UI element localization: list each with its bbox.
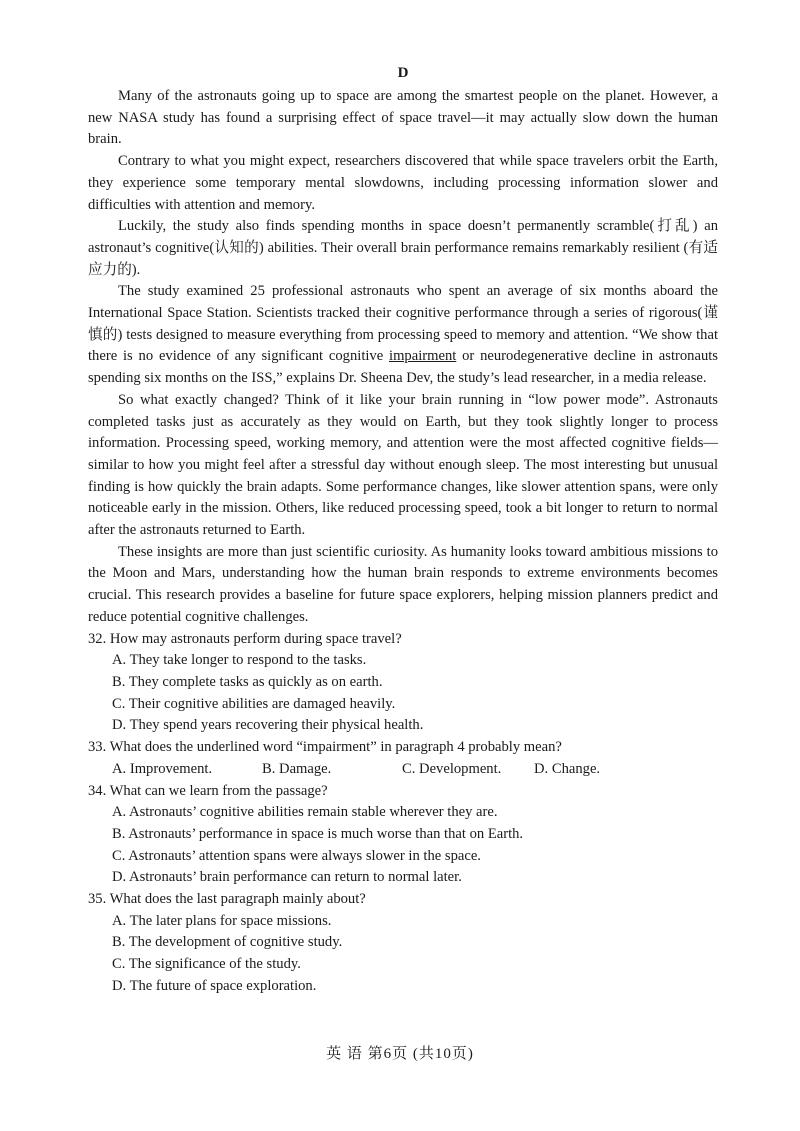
question-stem: 35. What does the last paragraph mainly about? [88, 891, 366, 908]
question-stem: 34. What can we learn from the passage? [88, 782, 328, 799]
option-d: D. The future of space exploration. [112, 977, 317, 994]
passage-paragraph-6: These insights are more than just scientific curiosity. As humanity looks toward ambitious missions to the Moon and Mars, understanding how the human brain responds to extreme environments becomes crucial. This research provides a baseline for future space explorers, helping mission planners predict and reduce potential cognitive challenges. [88, 543, 718, 625]
passage-paragraph-2: Contrary to what you might expect, researchers discovered that while space travelers orbit the Earth, they experience some temporary mental slowdowns, including processing information slower and difficulties with attention and memory. [88, 153, 718, 213]
option-b: B. Damage. [262, 760, 332, 777]
question-stem: 33. What does the underlined word “impairment” in paragraph 4 probably mean? [88, 739, 562, 756]
option-c: C. Development. [402, 760, 502, 777]
option-d: D. Change. [534, 760, 601, 777]
option-a: A. Improvement. [112, 760, 213, 777]
question-stem: 32. How may astronauts perform during space travel? [88, 630, 402, 647]
underlined-word: impairment [389, 348, 457, 365]
option-c: C. Their cognitive abilities are damaged heavily. [112, 695, 396, 712]
option-a: A. The later plans for space missions. [112, 912, 332, 929]
options-row [112, 759, 718, 781]
exam-page [88, 62, 718, 998]
question-32 [88, 629, 718, 738]
question-34 [88, 781, 718, 890]
option-d: D. They spend years recovering their physical health. [112, 717, 424, 734]
paragraph-4-text-after: or neurodegenerative decline in astronauts spending six months on the ISS,” explains Dr. Sheena Dev, the study’s lead researcher, in a media release. [88, 348, 718, 387]
option-b: B. They complete tasks as quickly as on earth. [112, 673, 383, 690]
passage-paragraph-5: So what exactly changed? Think of it like your brain running in “low power mode”. Astronauts completed tasks just as accurately as they would on Earth, but they took slightly longer to process information. Processing speed, working memory, and attention were the most affected cognitive fields—similar to how you might feel after a stressful day without enough sleep. The most interesting but unusual finding is how quickly the brain adapts. Some performance changes, like slower attention spans, were only noticeable early in the mission. Others, like reduced processing speed, took a bit longer to return to normal after the astronauts returned to Earth. [88, 391, 718, 539]
section-heading: D [397, 65, 409, 81]
passage-paragraph-3: Luckily, the study also finds spending months in space doesn’t permanently scramble(打乱) an astronaut’s cognitive(认知的) abilities. Their overall brain performance remains remarkably resilient (有适应力的). [88, 218, 718, 278]
question-35 [88, 889, 718, 998]
option-b: B. The development of cognitive study. [112, 934, 343, 951]
page-footer: 英 语 第6页 (共10页) [326, 1046, 474, 1062]
passage-paragraph-4 [88, 281, 718, 390]
option-b: B. Astronauts’ performance in space is much worse than that on Earth. [112, 825, 524, 842]
option-c: C. The significance of the study. [112, 956, 301, 973]
option-a: A. Astronauts’ cognitive abilities remain stable wherever they are. [112, 804, 498, 821]
question-33 [88, 737, 718, 780]
option-d: D. Astronauts’ brain performance can return to normal later. [112, 869, 462, 886]
paragraph-4-text-before: The study examined 25 professional astronauts who spent an average of six months aboard the International Space Station. Scientists tracked their cognitive performance through a series of rigorous(谨慎的) tests designed to measure everything from processing speed to memory and attention. “We show that there is no evidence of any significant cognitive [88, 283, 718, 365]
option-c: C. Astronauts’ attention spans were always slower in the space. [112, 847, 481, 864]
passage-paragraph-1: Many of the astronauts going up to space are among the smartest people on the planet. However, a new NASA study has found a surprising effect of space travel—it may actually slow down the human brain. [88, 88, 718, 148]
option-a: A. They take longer to respond to the tasks. [112, 652, 367, 669]
